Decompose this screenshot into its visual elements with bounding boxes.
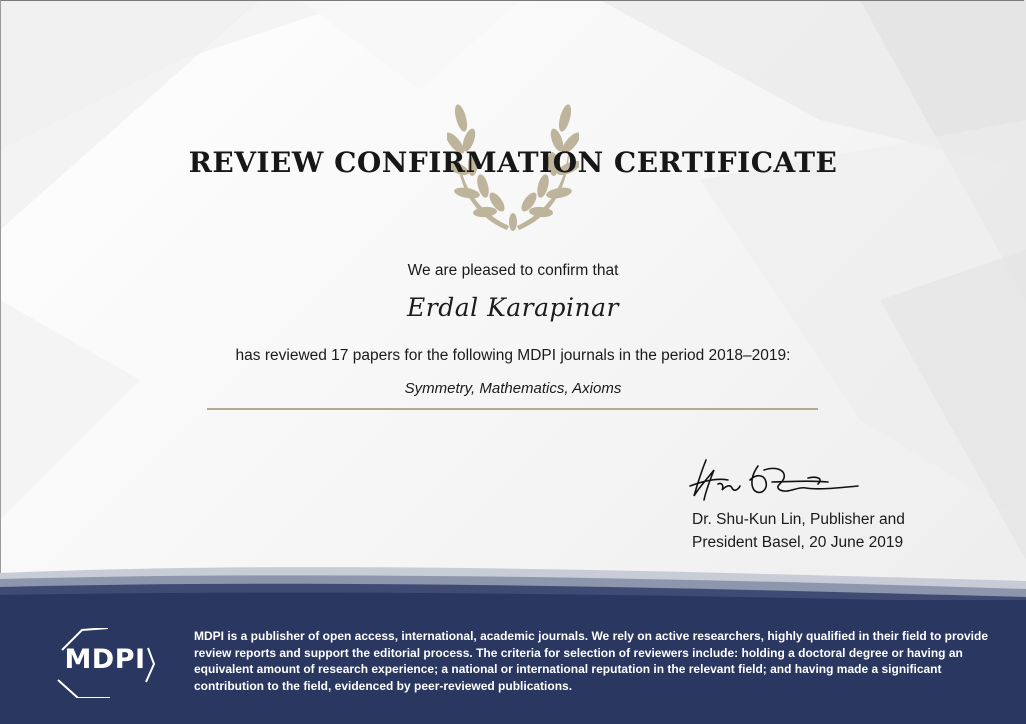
signer-block <box>692 508 992 554</box>
reviewer-name: Erdal Karapinar <box>407 293 619 322</box>
divider-rule <box>207 408 818 410</box>
signature-mark <box>688 456 863 504</box>
confirm-line: We are pleased to confirm that <box>407 262 619 279</box>
reviewed-line: has reviewed 17 papers for the following MDPI journals in the period 2018–2019: <box>235 347 791 364</box>
mdpi-logo-text: MDPI <box>64 644 146 675</box>
certificate-title: REVIEW CONFIRMATION CERTIFICATE <box>188 146 838 179</box>
footer-description: MDPI is a publisher of open access, international, academic journals. We rely on active researchers, highly qualified in their field to provide review reports and support the editorial process. The criteria for selection of reviewers include: holding a doctoral degree or having an equivalent amount of research experience; a national or international reputation in the relevant field; and having made a significant contribution to the field, evidenced by peer-reviewed publications. <box>194 629 989 693</box>
signer-line-1: Dr. Shu-Kun Lin, Publisher and <box>692 511 905 528</box>
top-border <box>0 0 1024 1</box>
signer-line-2: President Basel, 20 June 2019 <box>692 534 904 551</box>
journal-list: Symmetry, Mathematics, Axioms <box>404 380 622 397</box>
